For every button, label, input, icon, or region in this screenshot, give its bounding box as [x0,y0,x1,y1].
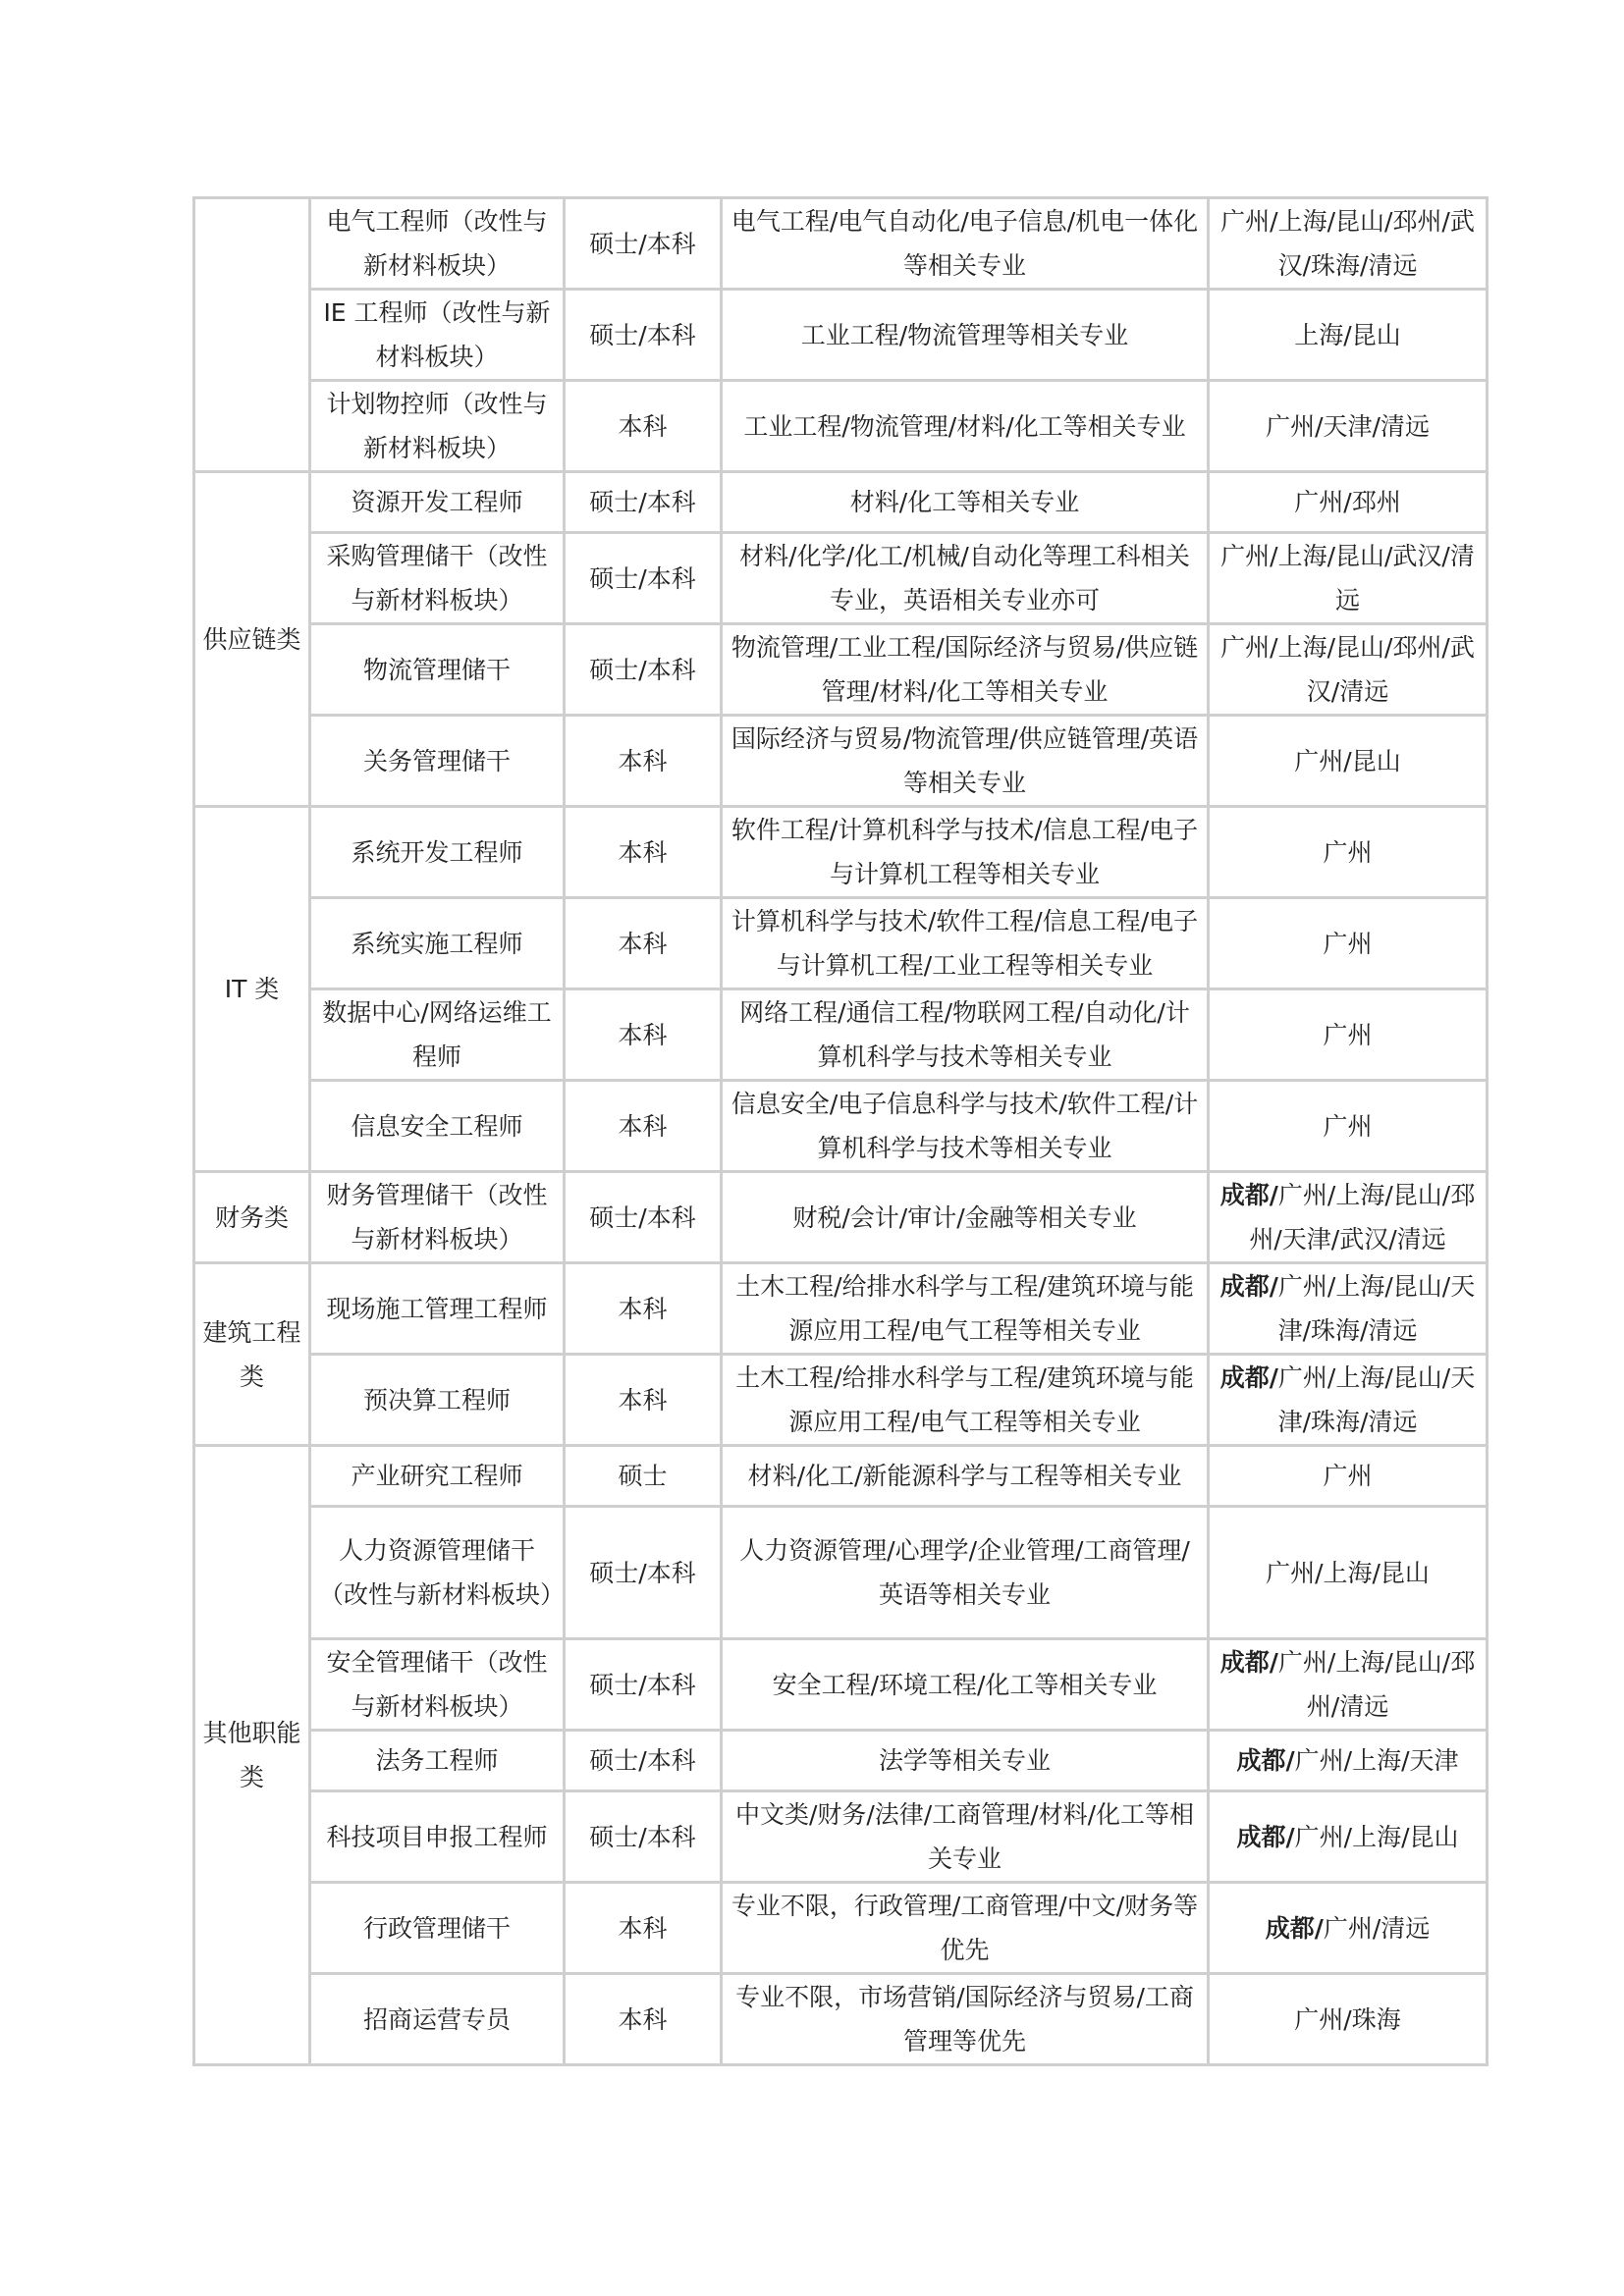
city-list: 广州/天津/清远 [1266,411,1430,441]
degree-cell: 本科 [565,1883,722,1974]
city-list: 广州/上海/昆山/天津/珠海/清远 [1277,1363,1476,1436]
table-row [194,472,1488,533]
majors-cell: 土木工程/给排水科学与工程/建筑环境与能源应用工程/电气工程等相关专业 [722,1355,1209,1446]
degree-cell: 硕士/本科 [565,624,722,716]
city-cell [1209,807,1488,898]
majors-cell: 国际经济与贸易/物流管理/供应链管理/英语等相关专业 [722,716,1209,807]
table-row [194,1883,1488,1974]
city-cell [1209,1081,1488,1172]
degree-cell: 硕士/本科 [565,290,722,381]
table-row [194,1731,1488,1791]
majors-cell: 材料/化学/化工/机械/自动化等理工科相关专业，英语相关专业亦可 [722,533,1209,624]
table-row [194,898,1488,989]
position-cell: 人力资源管理储干（改性与新材料板块） [310,1507,565,1639]
city-list: 广州 [1323,1111,1373,1141]
category-cell: 其他职能类 [194,1446,310,2065]
position-cell: 系统开发工程师 [310,807,565,898]
position-cell: 招商运营专员 [310,1974,565,2065]
city-cell [1209,290,1488,381]
majors-cell: 网络工程/通信工程/物联网工程/自动化/计算机科学与技术等相关专业 [722,989,1209,1081]
city-list: 广州/上海/昆山/邳州/天津/武汉/清远 [1249,1181,1476,1254]
degree-cell: 本科 [565,1355,722,1446]
majors-cell: 电气工程/电气自动化/电子信息/机电一体化等相关专业 [722,198,1209,290]
degree-cell: 硕士/本科 [565,1639,722,1731]
majors-cell: 土木工程/给排水科学与工程/建筑环境与能源应用工程/电气工程等相关专业 [722,1263,1209,1355]
degree-cell: 本科 [565,1081,722,1172]
city-list: 广州/上海/昆山/邳州/武汉/清远 [1220,633,1475,706]
city-list: 广州 [1323,1020,1373,1049]
city-cell [1209,1172,1488,1263]
table-row [194,1172,1488,1263]
position-cell: 产业研究工程师 [310,1446,565,1507]
city-cell [1209,1355,1488,1446]
majors-cell: 专业不限，行政管理/工商管理/中文/财务等优先 [722,1883,1209,1974]
city-list: 广州/上海/昆山 [1294,1822,1459,1851]
table-row [194,1639,1488,1731]
highlighted-city: 成都/ [1219,1181,1278,1209]
city-list: 广州/上海/昆山/邳州/清远 [1277,1648,1476,1721]
highlighted-city: 成都/ [1219,1363,1278,1392]
position-cell: 信息安全工程师 [310,1081,565,1172]
table-row [194,624,1488,716]
position-cell: 采购管理储干（改性与新材料板块） [310,533,565,624]
table-row [194,1791,1488,1883]
city-cell [1209,1446,1488,1507]
city-list: 广州/邳州 [1294,488,1401,516]
city-list: 广州/上海/昆山/天津/珠海/清远 [1277,1272,1476,1345]
highlighted-city: 成都/ [1236,1746,1295,1775]
city-cell [1209,1639,1488,1731]
table-row [194,1507,1488,1639]
position-cell: 安全管理储干（改性与新材料板块） [310,1639,565,1731]
degree-cell: 本科 [565,716,722,807]
majors-cell: 软件工程/计算机科学与技术/信息工程/电子与计算机工程等相关专业 [722,807,1209,898]
majors-cell: 专业不限，市场营销/国际经济与贸易/工商管理等优先 [722,1974,1209,2065]
degree-cell: 硕士/本科 [565,1791,722,1883]
degree-cell: 本科 [565,1263,722,1355]
majors-cell: 法学等相关专业 [722,1731,1209,1791]
degree-cell: 硕士/本科 [565,472,722,533]
city-list: 广州/上海/昆山/邳州/武汉/珠海/清远 [1220,207,1475,280]
city-cell [1209,989,1488,1081]
category-cell: 建筑工程类 [194,1263,310,1446]
degree-cell: 本科 [565,989,722,1081]
city-cell [1209,624,1488,716]
city-list: 广州/珠海 [1294,2004,1401,2034]
degree-cell: 本科 [565,898,722,989]
category-cell: 供应链类 [194,472,310,807]
city-cell [1209,1883,1488,1974]
majors-cell: 计算机科学与技术/软件工程/信息工程/电子与计算机工程/工业工程等相关专业 [722,898,1209,989]
degree-cell: 本科 [565,381,722,472]
highlighted-city: 成都/ [1236,1822,1295,1851]
category-cell [194,198,310,472]
city-cell [1209,1263,1488,1355]
table-row [194,1974,1488,2065]
city-cell [1209,1791,1488,1883]
city-cell [1209,1974,1488,2065]
degree-cell: 本科 [565,807,722,898]
highlighted-city: 成都/ [1265,1913,1324,1943]
city-list: 广州/上海/昆山/武汉/清远 [1220,542,1475,614]
position-cell: 财务管理储干（改性与新材料板块） [310,1172,565,1263]
position-cell: 系统实施工程师 [310,898,565,989]
highlighted-city: 成都/ [1219,1272,1278,1301]
position-cell: 行政管理储干 [310,1883,565,1974]
table-row [194,1263,1488,1355]
majors-cell: 工业工程/物流管理等相关专业 [722,290,1209,381]
table-body [194,198,1488,2065]
city-list: 上海/昆山 [1294,320,1401,349]
majors-cell: 材料/化工/新能源科学与工程等相关专业 [722,1446,1209,1507]
degree-cell: 硕士 [565,1446,722,1507]
position-cell: 现场施工管理工程师 [310,1263,565,1355]
city-list: 广州/上海/昆山 [1266,1558,1430,1587]
category-cell: 财务类 [194,1172,310,1263]
city-list: 广州 [1323,837,1373,867]
table-row [194,807,1488,898]
recruitment-table [192,196,1489,2066]
table-row [194,716,1488,807]
position-cell: 物流管理储干 [310,624,565,716]
majors-cell: 信息安全/电子信息科学与技术/软件工程/计算机科学与技术等相关专业 [722,1081,1209,1172]
degree-cell: 硕士/本科 [565,1731,722,1791]
table-row [194,381,1488,472]
position-cell: 法务工程师 [310,1731,565,1791]
table-row [194,989,1488,1081]
majors-cell: 物流管理/工业工程/国际经济与贸易/供应链管理/材料/化工等相关专业 [722,624,1209,716]
majors-cell: 安全工程/环境工程/化工等相关专业 [722,1639,1209,1731]
city-list: 广州 [1323,929,1373,958]
position-cell: 数据中心/网络运维工程师 [310,989,565,1081]
city-cell [1209,533,1488,624]
degree-cell: 硕士/本科 [565,533,722,624]
majors-cell: 财税/会计/审计/金融等相关专业 [722,1172,1209,1263]
position-cell: 计划物控师（改性与新材料板块） [310,381,565,472]
position-cell: 资源开发工程师 [310,472,565,533]
city-list: 广州/清远 [1323,1913,1431,1943]
degree-cell: 本科 [565,1974,722,2065]
city-cell [1209,472,1488,533]
position-cell: 电气工程师（改性与新材料板块） [310,198,565,290]
table-row [194,290,1488,381]
majors-cell: 材料/化工等相关专业 [722,472,1209,533]
city-cell [1209,898,1488,989]
category-cell: IT 类 [194,807,310,1172]
highlighted-city: 成都/ [1219,1648,1278,1677]
degree-cell: 硕士/本科 [565,198,722,290]
table-row [194,1081,1488,1172]
table-row [194,533,1488,624]
city-cell [1209,198,1488,290]
majors-cell: 人力资源管理/心理学/企业管理/工商管理/英语等相关专业 [722,1507,1209,1639]
position-cell: 预决算工程师 [310,1355,565,1446]
city-list: 广州/昆山 [1294,746,1401,775]
table-row [194,1355,1488,1446]
degree-cell: 硕士/本科 [565,1172,722,1263]
table-row [194,198,1488,290]
degree-cell: 硕士/本科 [565,1507,722,1639]
position-cell: 科技项目申报工程师 [310,1791,565,1883]
position-cell: 关务管理储干 [310,716,565,807]
city-cell [1209,1507,1488,1639]
city-cell [1209,716,1488,807]
city-cell [1209,1731,1488,1791]
city-list: 广州 [1323,1462,1373,1490]
majors-cell: 工业工程/物流管理/材料/化工等相关专业 [722,381,1209,472]
city-cell [1209,381,1488,472]
majors-cell: 中文类/财务/法律/工商管理/材料/化工等相关专业 [722,1791,1209,1883]
table-row [194,1446,1488,1507]
city-list: 广州/上海/天津 [1294,1746,1459,1775]
position-cell: IE 工程师（改性与新材料板块） [310,290,565,381]
